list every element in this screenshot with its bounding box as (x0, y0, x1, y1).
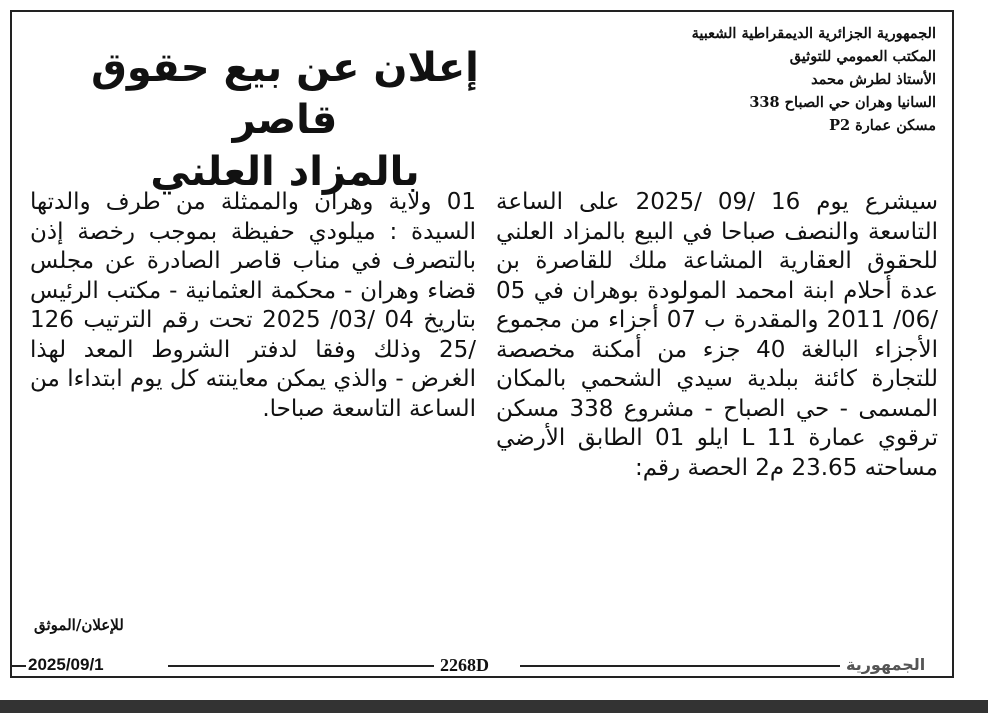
title-line-2: بالمزاد العلني (150, 149, 420, 195)
signature-line: للإعلان/الموثق (34, 616, 124, 634)
footer-rule-middle (168, 665, 434, 667)
body-text-right: سيشرع يوم 16 /09 /2025 على الساعة التاسعة والنصف صباحا في البيع بالمزاد العلني للحقوق العقارية المشاعة ملك للقاصرة بن عدة أحلام ابنة امحمد المولودة بوهران في 05 /06/ 2011 والمقدرة ب 07 أجزاء من مجموع الأجزاء البالغة 40 جزء من أمكنة مخصصة للتجارة كائنة ببلدية سيدي الشحمي بالمكان المسمى - حي الصباح - مشروع 338 مسكن ترقوي عمارة 11 L ايلو 01 الطابق الأرضي مساحته 23.65 م2 الحصة رقم: (496, 189, 939, 481)
header-line-office: المكتب العمومي للتوثيق (789, 48, 936, 65)
footer-rule-left (10, 665, 26, 667)
newspaper-logo: الجمهورية (846, 655, 926, 674)
header-line-republic: الجمهورية الجزائرية الديمقراطية الشعبية (691, 25, 936, 42)
title-line-1: إعلان عن بيع حقوق قاصر (91, 45, 479, 143)
notary-header (646, 22, 936, 137)
footer-code: 2268D (440, 655, 489, 675)
body-column-right (496, 188, 938, 638)
header-line-address: السانيا وهران حي الصباح 338 (749, 94, 936, 111)
body-text-left: 01 ولاية وهران والممثلة من طرف والدتها السيدة : ميلودي حفيظة بموجب رخصة إذن بالتصرف في مناب قاصر الصادرة عن مجلس قضاء وهران - محكمة العثمانية - مكتب الرئيس بتاريخ 04 /03/ 2025 تحت رقم الترتيب 126 /25 وذلك وفقا لدفتر الشروط المعد لهذا الغرض - والذي يمكن معاينته كل يوم ابتداءا من الساعة التاسعة صباحا. (30, 189, 477, 422)
page-bottom-strip (0, 700, 988, 713)
footer-date: 2025/09/1 (28, 655, 104, 674)
body-column-left (30, 188, 476, 568)
header-line-building: مسكن عمارة P2 (829, 117, 936, 134)
header-line-notary-name: الأستاذ لطرش محمد (811, 71, 936, 88)
footer-rule-right (520, 665, 840, 667)
announcement-title (60, 42, 510, 198)
